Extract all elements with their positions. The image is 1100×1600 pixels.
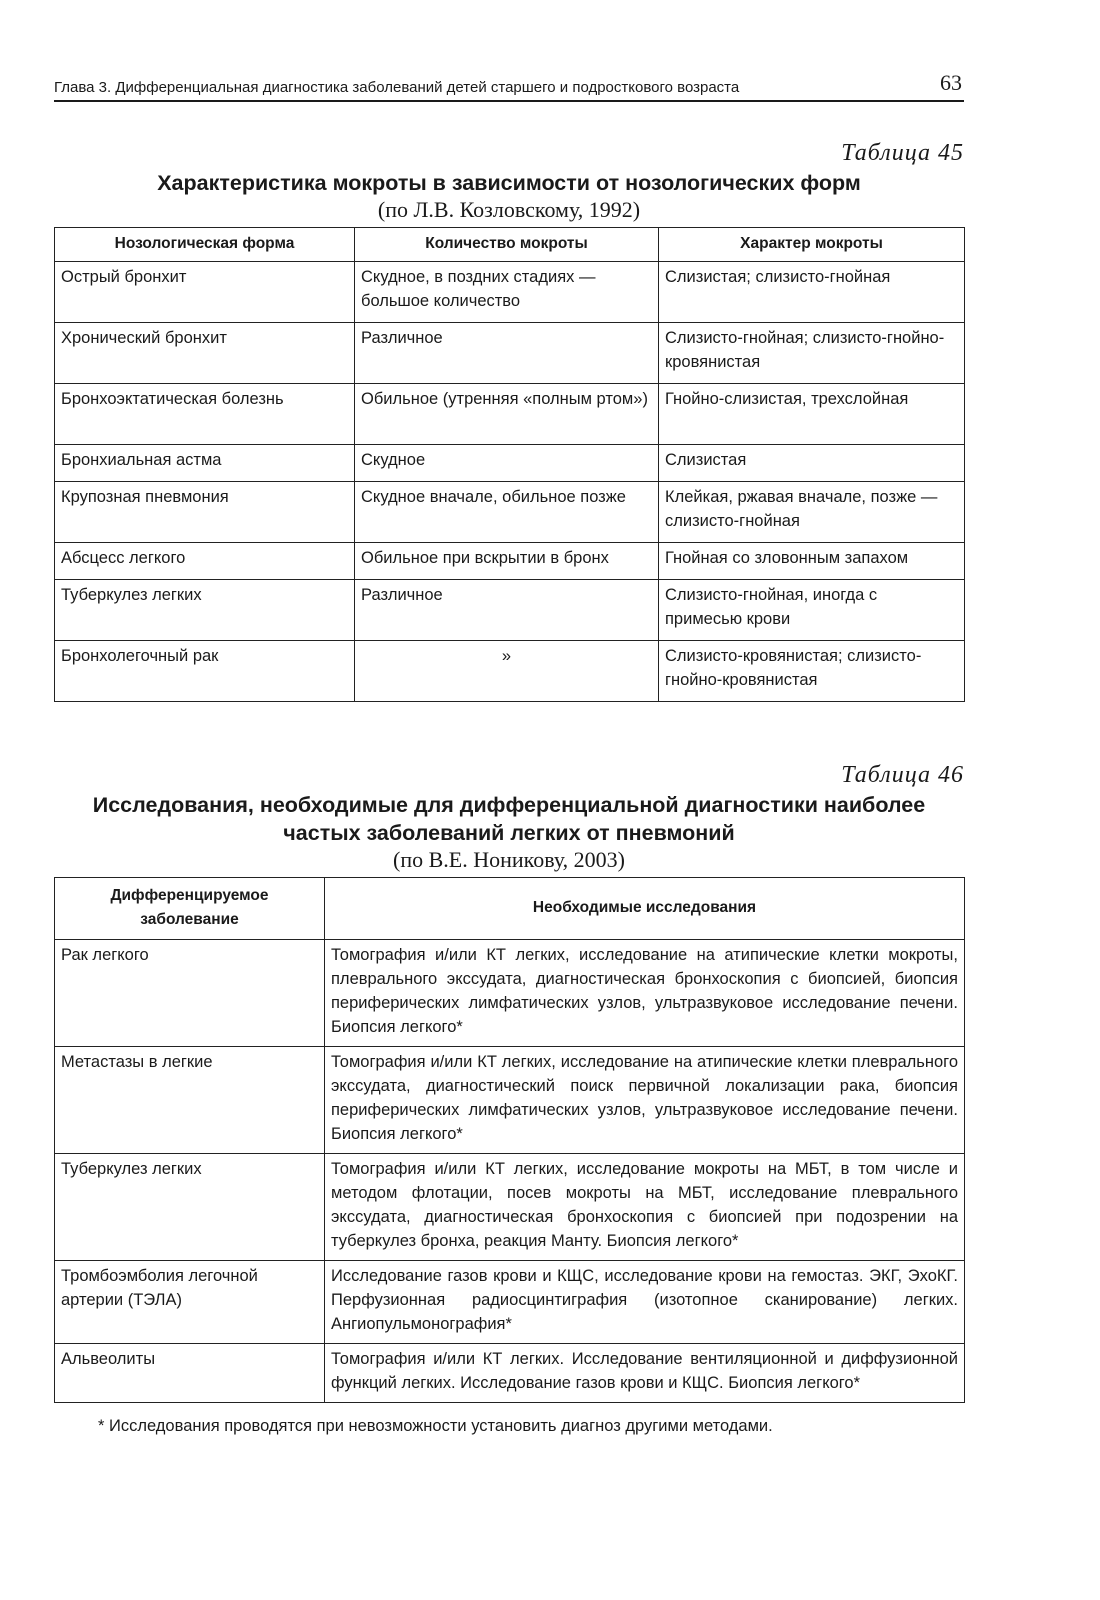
table-cell: Крупозная пневмония xyxy=(55,482,355,543)
table-cell: Слизисто-гнойная; слизисто-гнойно-кровянистая xyxy=(659,323,965,384)
table-cell: Гнойная со зловонным запахом xyxy=(659,543,965,580)
table-cell: Бронхиальная астма xyxy=(55,445,355,482)
table-cell: Различное xyxy=(355,580,659,641)
table-row xyxy=(55,323,965,384)
table-cell: Хронический бронхит xyxy=(55,323,355,384)
table-row xyxy=(55,641,965,702)
table-cell: Томография и/или КТ легких, исследование на атипические клетки мокроты, плеврального экссудата, диагностическая бронхоскопия с биопсией, биопсия периферических лимфатических узлов, ультразвуковое исследование печени. Биопсия легкого* xyxy=(325,940,965,1047)
table-cell: Бронхоэктатическая болезнь xyxy=(55,384,355,445)
table-row xyxy=(55,1344,965,1403)
table46 xyxy=(54,877,965,1403)
table-cell: Слизисто-кровянистая; слизисто-гнойно-кровянистая xyxy=(659,641,965,702)
table45 xyxy=(54,227,965,702)
footnote: * Исследования проводятся при невозможности установить диагноз другими методами. xyxy=(98,1417,773,1435)
table-cell: Томография и/или КТ легких, исследование мокроты на МБТ, в том числе и методом флотации, посев мокроты на МБТ, исследование плеврального экссудата, диагностическая бронхоскопия с биопсией при подозрении на туберкулез бронха, реакция Манту. Биопсия легкого* xyxy=(325,1154,965,1261)
table-cell: Метастазы в легкие xyxy=(55,1047,325,1154)
chapter-title: Глава 3. Дифференциальная диагностика заболеваний детей старшего и подросткового возраста xyxy=(54,79,740,96)
table-cell: Скудное xyxy=(355,445,659,482)
table-cell: Клейкая, ржавая вначале, позже — слизисто-гнойная xyxy=(659,482,965,543)
table-cell: Гнойно-слизистая, трехслойная xyxy=(659,384,965,445)
table-cell: Бронхолегочный рак xyxy=(55,641,355,702)
table-row xyxy=(55,940,965,1047)
table-row xyxy=(55,384,965,445)
running-head xyxy=(54,70,964,102)
table-cell: Слизистая; слизисто-гнойная xyxy=(659,262,965,323)
table-row xyxy=(55,1047,965,1154)
table-cell: Томография и/или КТ легких, исследование на атипические клетки плеврального экссудата, диагностический поиск первичной локализации рака, биопсия периферических лимфатических узлов, ультразвуковое исследование печени. Биопсия легкого* xyxy=(325,1047,965,1154)
table-cell: Обильное (утренняя «полным ртом») xyxy=(355,384,659,445)
table-cell: Скудное вначале, обильное позже xyxy=(355,482,659,543)
table-cell: Слизисто-гнойная, иногда с примесью крови xyxy=(659,580,965,641)
table45-source: (по Л.В. Козловскому, 1992) xyxy=(377,197,641,222)
table45-header-row xyxy=(55,228,965,262)
table45-column-header: Количество мокроты xyxy=(355,228,659,262)
table46-label: Таблица 46 xyxy=(841,762,964,788)
table-cell: » xyxy=(355,641,659,702)
table-cell: Обильное при вскрытии в бронх xyxy=(355,543,659,580)
table-row xyxy=(55,1154,965,1261)
table-row xyxy=(55,445,965,482)
table-row xyxy=(55,482,965,543)
table-row xyxy=(55,580,965,641)
table-cell: Скудное, в поздних стадиях — большое количество xyxy=(355,262,659,323)
table-cell: Слизистая xyxy=(659,445,965,482)
table46-title: Исследования, необходимые для дифференциальной диагностики наиболее частых заболеваний легких от пневмоний xyxy=(92,793,926,845)
table-cell: Альвеолиты xyxy=(55,1344,325,1403)
table45-title: Характеристика мокроты в зависимости от нозологических форм xyxy=(157,171,861,195)
table-cell: Туберкулез легких xyxy=(55,580,355,641)
table-cell: Рак легкого xyxy=(55,940,325,1047)
table-row xyxy=(55,262,965,323)
table45-label: Таблица 45 xyxy=(841,140,964,166)
table-cell: Различное xyxy=(355,323,659,384)
table46-column-header: Дифференцируемое заболевание xyxy=(55,878,325,940)
table-row xyxy=(55,1261,965,1344)
table-cell: Абсцесс легкого xyxy=(55,543,355,580)
table46-column-header: Необходимые исследования xyxy=(325,878,965,940)
table-row xyxy=(55,543,965,580)
table-cell: Томография и/или КТ легких. Исследование вентиляционной и диффузионной функций легких. Исследование газов крови и КЩС. Биопсия легкого* xyxy=(325,1344,965,1403)
table45-column-header: Нозологическая форма xyxy=(55,228,355,262)
page-number: 63 xyxy=(940,70,962,95)
table-cell: Туберкулез легких xyxy=(55,1154,325,1261)
page xyxy=(54,70,964,1436)
table-cell: Острый бронхит xyxy=(55,262,355,323)
table46-header-row xyxy=(55,878,965,940)
table45-column-header: Характер мокроты xyxy=(659,228,965,262)
table-cell: Тромбоэмболия легочной артерии (ТЭЛА) xyxy=(55,1261,325,1344)
table46-source: (по В.Е. Ноникову, 2003) xyxy=(393,847,625,872)
table-cell: Исследование газов крови и КЩС, исследование крови на гемостаз. ЭКГ, ЭхоКГ. Перфузионная радиосцинтиграфия (изотопное сканирование) легких. Ангиопульмонография* xyxy=(325,1261,965,1344)
